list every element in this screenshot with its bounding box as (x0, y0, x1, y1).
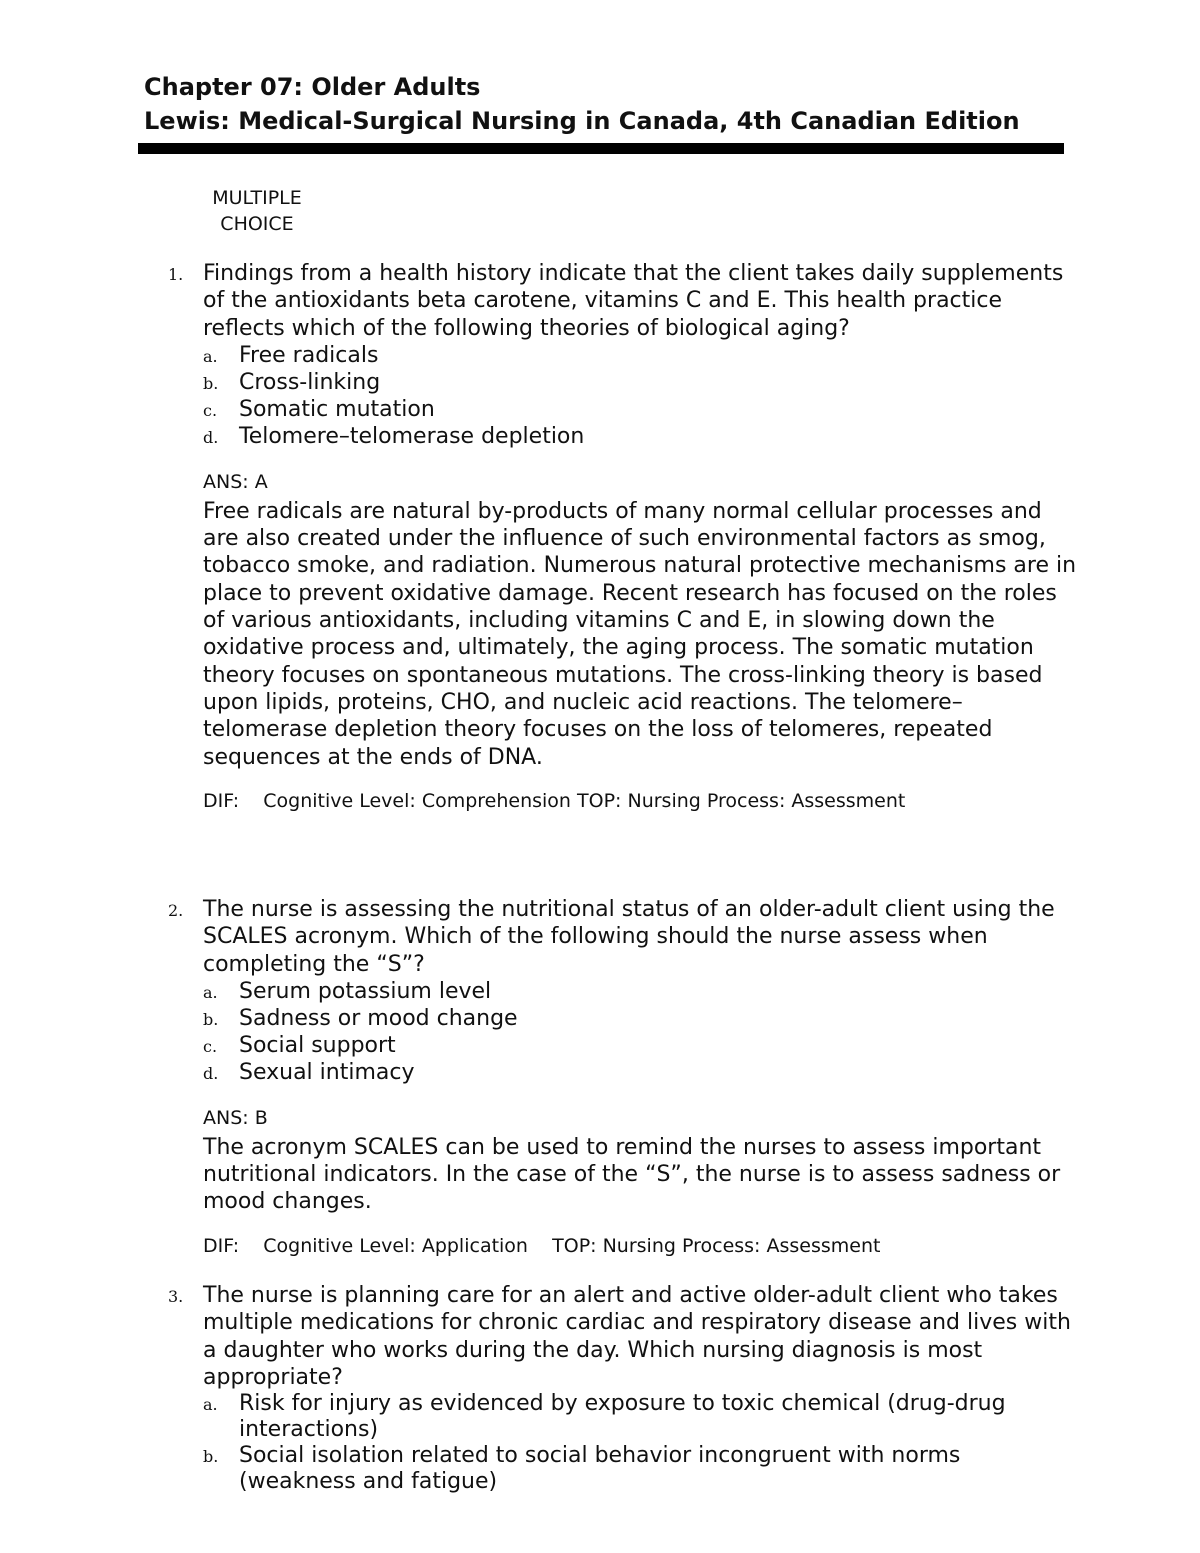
option-c (203, 1032, 1083, 1059)
option-text: Sadness or mood change (239, 1005, 518, 1031)
option-c (203, 396, 1083, 423)
book-subtitle: Lewis: Medical-Surgical Nursing in Canada, 4th Canadian Edition (144, 107, 1020, 135)
option-letter: b. (203, 1009, 219, 1029)
option-letter: c. (203, 1036, 218, 1056)
option-text: Social support (239, 1032, 396, 1058)
option-b (203, 1005, 1083, 1032)
option-letter: a. (203, 982, 218, 1002)
question-number: 2. (168, 901, 184, 920)
option-letter: a. (203, 1395, 218, 1415)
option-letter: a. (203, 346, 218, 366)
section-label: MULTIPLE CHOICE (212, 187, 302, 235)
question-body (203, 260, 1083, 813)
answer-options (203, 1391, 1083, 1495)
option-b (203, 1443, 1083, 1495)
answer-key: ANS: B (203, 1106, 268, 1129)
question-metadata (203, 789, 1083, 813)
option-text: Social isolation related to social behavior incongruent with norms (weakness and fatigue) (239, 1443, 961, 1495)
option-text: Risk for injury as evidenced by exposure to toxic chemical (drug-drug interactions) (239, 1391, 1006, 1443)
difficulty-topic: DIF: Cognitive Level: Comprehension TOP: Nursing Process: Assessment (203, 789, 906, 812)
chapter-title: Chapter 07: Older Adults (144, 73, 481, 101)
option-a (203, 342, 1083, 369)
option-letter: b. (203, 1447, 219, 1467)
option-letter: d. (203, 427, 219, 447)
question-number: 3. (168, 1287, 184, 1306)
option-letter: c. (203, 400, 218, 420)
option-text: Cross-linking (239, 369, 381, 395)
option-a (203, 1391, 1083, 1443)
question-body (203, 1282, 1083, 1495)
option-letter: b. (203, 373, 219, 393)
answer-options (203, 978, 1083, 1086)
option-text: Serum potassium level (239, 978, 492, 1004)
option-text: Sexual intimacy (239, 1059, 415, 1085)
answer-key: ANS: A (203, 470, 268, 493)
option-text: Somatic mutation (239, 396, 435, 422)
option-d (203, 1059, 1083, 1086)
option-text: Free radicals (239, 342, 379, 368)
option-d (203, 423, 1083, 450)
answer-rationale: Free radicals are natural by-products of many normal cellular processes and are also created under the influence of such environmental factors as smog, tobacco smoke, and radiation. Numerous natural protective mechanisms are in place to prevent oxidative damage. Recent research has focused on the roles of various antioxidants, including vitamins C and E, in slowing down the oxidative process and, ultimately, the aging process. The somatic mutation theory focuses on spontaneous mutations. The cross-linking theory is based upon lipids, proteins, CHO, and nucleic acid reactions. The telomere–telomerase depletion theory focuses on the loss of telomeres, repeated sequences at the ends of DNA. (203, 498, 1077, 770)
option-b (203, 369, 1083, 396)
answer-rationale: The acronym SCALES can be used to remind the nurses to assess important nutritional indicators. In the case of the “S”, the nurse is to assess sadness or mood changes. (203, 1134, 1061, 1215)
question-stem: The nurse is planning care for an alert and active older-adult client who takes multiple medications for chronic cardiac and respiratory disease and lives with a daughter who works during the day. Which nursing diagnosis is most appropriate? (203, 1283, 1071, 1390)
option-a (203, 978, 1083, 1005)
option-letter: d. (203, 1063, 219, 1083)
question-stem: Findings from a health history indicate that the client takes daily supplements of the antioxidants beta carotene, vitamins C and E. This health practice reflects which of the following theories of biological aging? (203, 261, 1064, 341)
difficulty-topic: DIF: Cognitive Level: Application TOP: Nursing Process: Assessment (203, 1234, 881, 1257)
question-body (203, 896, 1083, 1258)
document-header (144, 70, 1074, 138)
header-rule (138, 143, 1064, 154)
option-text: Telomere–telomerase depletion (239, 423, 585, 449)
answer-options (203, 342, 1083, 450)
question-stem: The nurse is assessing the nutritional status of an older-adult client using the SCALES acronym. Which of the following should the nurse assess when completing the “S”? (203, 897, 1055, 977)
question-number: 1. (168, 265, 184, 284)
question-metadata (203, 1234, 1083, 1258)
